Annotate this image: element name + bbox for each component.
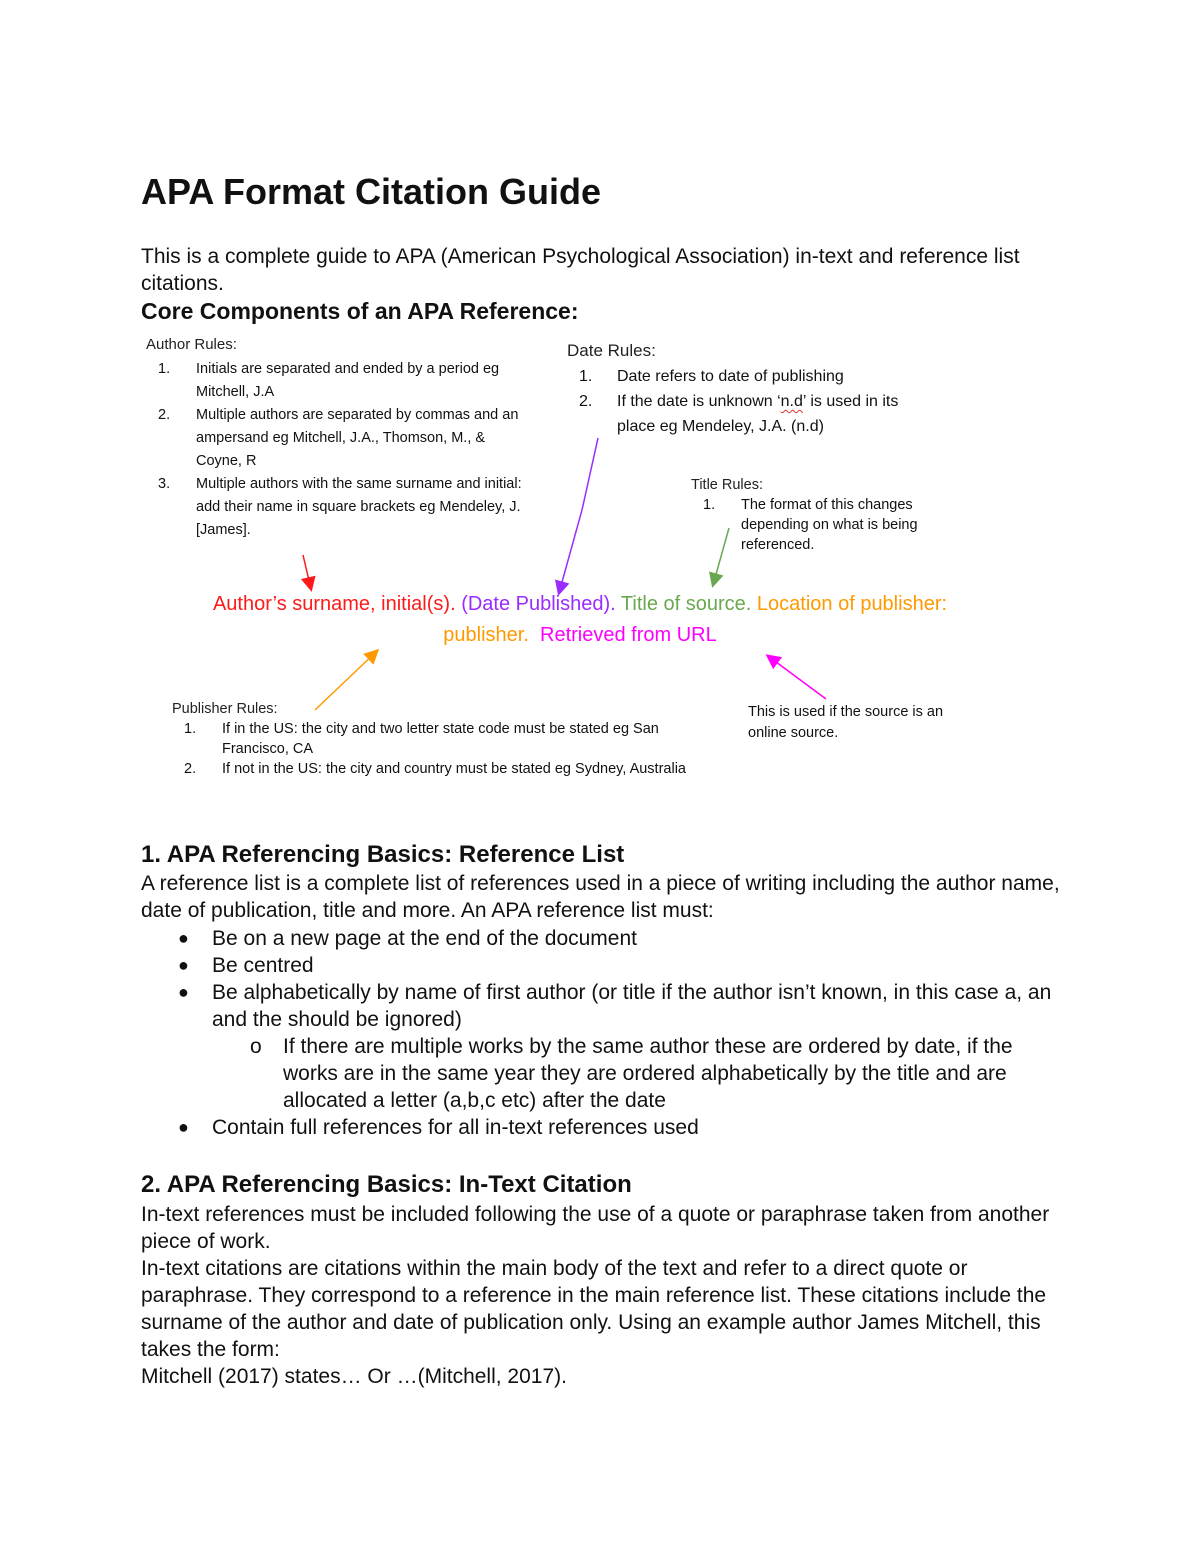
date-rule-text: Date refers to date of publishing [617,368,844,385]
sub-list [212,1033,1061,1114]
section2-para-1: In-text references must be included following the use of a quote or paraphrase taken from another piece of work. [141,1203,1050,1253]
section1-heading: 1. APA Referencing Basics: Reference List [141,841,625,868]
author-rule-text: Multiple authors with the same surname and initial: add their name in square brackets eg Mendeley, J. [James]. [196,476,522,538]
url-note: This is used if the source is an online source. [748,704,944,741]
author-rule-text: Multiple authors are separated by commas and an ampersand eg Mitchell, J.A., Thomson, M., & Coyne, R [196,407,519,469]
date-rules-title: Date Rules: [567,341,656,360]
list-item-text: Be centred [212,954,314,977]
list-number: 2. [158,407,171,423]
sub-bullet-icon: o [250,1035,262,1058]
list-item [141,952,1061,979]
title-rules-title: Title Rules: [691,477,763,493]
date-rule-text-pre: If the date is unknown ‘ [617,393,781,410]
formula-location-publisher: Location of publisher: publisher. [443,593,948,646]
intro-text: This is a complete guide to APA (American Psychological Association) in-text and reference list citations. [141,245,1020,295]
bullet-icon: ● [178,955,189,975]
arrow-author [303,555,311,589]
date-rule-text-post: ’ is used in its place eg Mendeley, J.A. (n.d) [617,393,899,435]
publisher-rules-title: Publisher Rules: [172,701,278,717]
list-item [141,1114,1061,1141]
reference-list-rules [141,925,1061,1141]
author-rules-title: Author Rules: [146,336,237,353]
section2-heading: 2. APA Referencing Basics: In-Text Citation [141,1171,632,1198]
bullet-icon: ● [178,1117,189,1137]
list-item-text: Contain full references for all in-text references used [212,1116,699,1139]
formula-date: (Date Published). [461,593,616,615]
bullet-icon: ● [178,982,189,1002]
list-item [141,979,1061,1114]
title-rule-text: The format of this changes depending on what is being referenced. [741,497,918,553]
list-number: 3. [158,476,171,492]
formula-title-of-source: Title of source. [620,593,752,615]
list-number: 1. [579,368,593,385]
list-number: 1. [158,361,171,377]
arrow-publisher [315,651,377,710]
publisher-rule-text: If in the US: the city and two letter state code must be stated eg San Francisco, CA [222,721,659,757]
formula-author: Author’s surname, initial(s). [212,593,456,615]
section1-intro: A reference list is a complete list of references used in a piece of writing including the author name, date of publication, title and more. An APA reference list must: [141,872,1060,922]
sub-list-item [212,1033,1061,1114]
list-number: 2. [184,761,197,777]
list-item-text: Be on a new page at the end of the document [212,927,637,950]
sub-list-item-text: If there are multiple works by the same author these are ordered by date, if the works are in the same year they are ordered alphabetically by the title and are allocated a letter (a,b,c etc) after the date [283,1035,1013,1112]
page-title: APA Format Citation Guide [141,171,602,212]
list-item-text: Be alphabetically by name of first author (or title if the author isn’t known, in this case a, an and the should be ignored) [212,981,1052,1031]
formula-retrieved-url: Retrieved from URL [540,624,717,646]
author-rule-text: Initials are separated and ended by a period eg Mitchell, J.A [196,361,500,400]
list-item [141,925,1061,952]
list-number: 1. [703,497,716,513]
spellcheck-mark: n.d [780,393,803,410]
bullet-icon: ● [178,928,189,948]
core-components-heading: Core Components of an APA Reference: [141,298,579,324]
arrow-url [768,656,826,699]
list-number: 1. [184,721,197,737]
section2-para-2: In-text citations are citations within the main body of the text and refer to a direct quote or paraphrase. They correspond to a reference in the main reference list. These citations include the surname of the author and date of publication only. Using an example author James Mitchell, this takes the form: [141,1257,1047,1361]
arrow-date [559,438,598,593]
list-number: 2. [579,393,593,410]
section2-example: Mitchell (2017) states… Or …(Mitchell, 2017). [141,1365,567,1388]
publisher-rule-text: If not in the US: the city and country must be stated eg Sydney, Australia [222,761,686,777]
arrow-title [713,528,729,585]
